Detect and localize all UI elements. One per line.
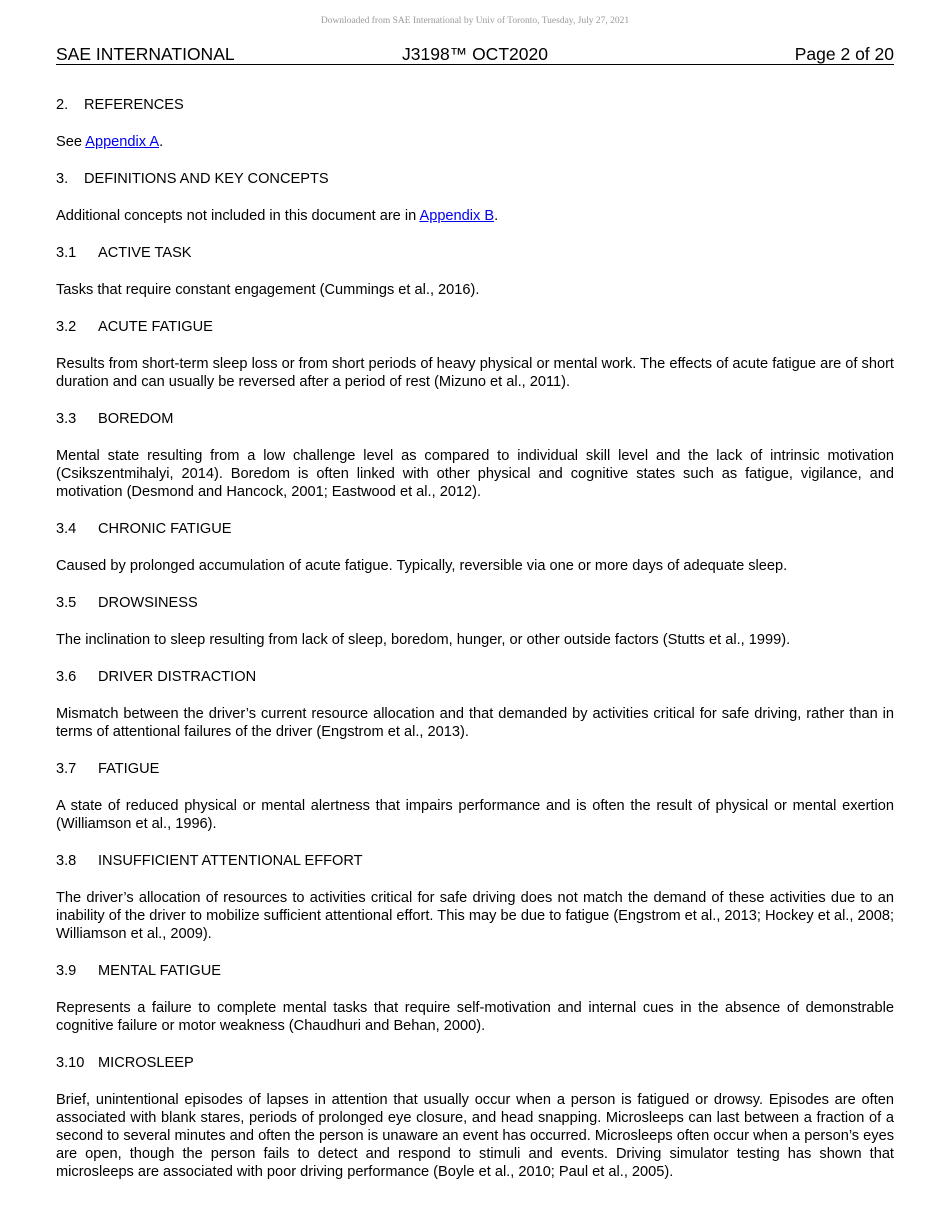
paragraph-text: See — [56, 134, 86, 150]
definition-number: 3.3 — [56, 411, 77, 427]
definition-text: Results from short-term sleep loss or from short periods of heavy physical or mental work. The effects of acute fatigue are of short duration and can usually be reversed after a period of rest (Mizuno et al., 2011). — [56, 356, 894, 390]
definition-text: Caused by prolonged accumulation of acute fatigue. Typically, reversible via one or more days of adequate sleep. — [56, 558, 788, 574]
definition-heading — [56, 668, 894, 686]
header-publisher: SAE INTERNATIONAL — [56, 44, 235, 64]
definition-title: CHRONIC FATIGUE — [98, 521, 232, 537]
definition-number: 3.10 — [56, 1055, 85, 1071]
definition-text: Mismatch between the driver’s current resource allocation and that demanded by activities critical for safe driving, rather than in terms of attentional failures of the driver (Engstrom et al., 2013). — [56, 706, 894, 740]
download-watermark: Downloaded from SAE International by Univ of Toronto, Tuesday, July 27, 2021 — [320, 16, 630, 26]
definition-text: Mental state resulting from a low challenge level as compared to individual skill level and the lack of intrinsic motivation (Csikszentmihalyi, 2014). Boredom is often linked with other physical and cognitive states such as fatigue, vigilance, and motivation (Desmond and Hancock, 2001; Eastwood et al., 2012). — [56, 448, 894, 500]
definition-text: Brief, unintentional episodes of lapses in attention that usually occur when a person is fatigued or drowsy. Episodes are often associated with blank stares, periods of prolonged eye closure, and head snapping. Microsleeps can last between a fraction of a second to several minutes and often the person is unaware an event has occurred. Microsleeps often occur when a person’s eyes are open, though the person fails to detect and respond to stimuli and events. Driving simulator testing has shown that microsleeps are associated with poor driving performance (Boyle et al., 2010; Paul et al., 2005). — [56, 1092, 894, 1180]
definition-number: 3.2 — [56, 319, 77, 335]
definition-heading — [56, 962, 894, 980]
definition-title: ACUTE FATIGUE — [98, 319, 213, 335]
definition-title: MENTAL FATIGUE — [98, 963, 221, 979]
header-page-number: Page 2 of 20 — [794, 44, 894, 64]
section-number: 3. — [56, 171, 69, 187]
page-header — [56, 44, 894, 65]
section-heading-definitions — [56, 170, 894, 188]
definition-heading — [56, 852, 894, 870]
document-body — [56, 96, 894, 1200]
definition-heading — [56, 760, 894, 778]
definition-text: A state of reduced physical or mental alertness that impairs performance and is often the result of physical or mental exertion (Williamson et al., 1996). — [56, 798, 894, 832]
section-title: REFERENCES — [84, 97, 184, 113]
definition-text: Represents a failure to complete mental tasks that require self-motivation and internal cues in the absence of demonstrable cognitive failure or motor weakness (Chaudhuri and Behan, 2000). — [56, 1000, 894, 1034]
definition-heading — [56, 1054, 894, 1072]
paragraph-text: Additional concepts not included in this document are in — [56, 208, 420, 224]
section-heading-references — [56, 96, 894, 114]
section-title: DEFINITIONS AND KEY CONCEPTS — [84, 171, 329, 187]
section-number: 2. — [56, 97, 69, 113]
appendix-b-link[interactable]: Appendix B — [419, 208, 495, 224]
definition-number: 3.8 — [56, 853, 77, 869]
definition-title: DRIVER DISTRACTION — [98, 669, 257, 685]
definition-number: 3.6 — [56, 669, 77, 685]
definition-number: 3.4 — [56, 521, 77, 537]
definition-number: 3.7 — [56, 761, 77, 777]
definition-heading — [56, 318, 894, 336]
definition-number: 3.1 — [56, 245, 77, 261]
definition-text: The driver’s allocation of resources to activities critical for safe driving does not match the demand of these activities due to an inability of the driver to mobilize sufficient attentional effort. This may be due to fatigue (Engstrom et al., 2013; Hockey et al., 2008; Williamson et al., 2009). — [56, 890, 894, 942]
paragraph-text: . — [494, 208, 499, 224]
definition-heading — [56, 520, 894, 538]
definition-heading — [56, 244, 894, 262]
definition-title: ACTIVE TASK — [98, 245, 192, 261]
definition-title: FATIGUE — [98, 761, 160, 777]
definition-heading — [56, 594, 894, 612]
definition-text: The inclination to sleep resulting from lack of sleep, boredom, hunger, or other outside factors (Stutts et al., 1999). — [56, 632, 791, 648]
definitions-intro-paragraph — [56, 207, 894, 225]
definition-text: Tasks that require constant engagement (Cummings et al., 2016). — [56, 282, 480, 298]
definition-title: BOREDOM — [98, 411, 174, 427]
definition-title: DROWSINESS — [98, 595, 198, 611]
references-paragraph — [56, 133, 894, 151]
paragraph-text: . — [159, 134, 164, 150]
definition-number: 3.5 — [56, 595, 77, 611]
definition-title: INSUFFICIENT ATTENTIONAL EFFORT — [98, 853, 363, 869]
definition-number: 3.9 — [56, 963, 77, 979]
appendix-a-link[interactable]: Appendix A — [85, 134, 160, 150]
definition-title: MICROSLEEP — [98, 1055, 194, 1071]
definition-heading — [56, 410, 894, 428]
header-document-id: J3198™ OCT2020 — [402, 44, 548, 64]
